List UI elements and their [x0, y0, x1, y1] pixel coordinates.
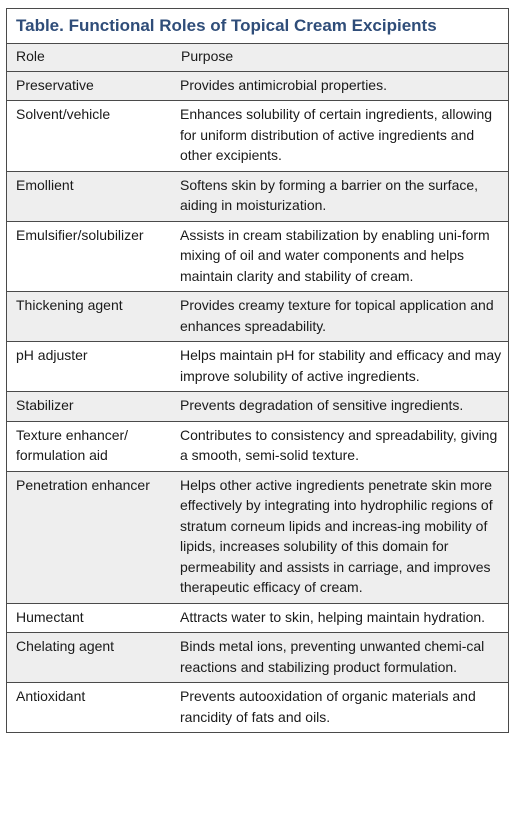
header-row	[7, 44, 508, 71]
row-purpose: Enhances solubility of certain ingredients, allowing for uniform distribution of active ingredients and other excipients.	[172, 101, 508, 172]
table-row	[7, 292, 508, 342]
table-row	[7, 392, 508, 422]
table-row	[7, 171, 508, 221]
row-role: Solvent/vehicle	[7, 101, 172, 172]
row-purpose: Softens skin by forming a barrier on the surface, aiding in moisturization.	[172, 171, 508, 221]
row-purpose: Provides antimicrobial properties.	[172, 71, 508, 101]
table-row	[7, 603, 508, 633]
row-role: Emollient	[7, 171, 172, 221]
row-purpose: Assists in cream stabilization by enabling uni-form mixing of oil and water components and helps maintain clarity and stability of cream.	[172, 221, 508, 292]
table-row	[7, 683, 508, 733]
column-header-role: Role	[7, 44, 172, 71]
table-row	[7, 101, 508, 172]
excipient-table	[7, 44, 508, 732]
table-row	[7, 421, 508, 471]
row-purpose: Prevents degradation of sensitive ingredients.	[172, 392, 508, 422]
row-purpose: Attracts water to skin, helping maintain hydration.	[172, 603, 508, 633]
row-purpose: Helps maintain pH for stability and efficacy and may improve solubility of active ingredients.	[172, 342, 508, 392]
row-purpose: Contributes to consistency and spreadability, giving a smooth, semi-solid texture.	[172, 421, 508, 471]
table-frame	[6, 8, 509, 733]
row-role: Antioxidant	[16, 688, 86, 704]
row-purpose: Helps other active ingredients penetrate skin more effectively by integrating into hydrophilic regions of stratum corneum lipids and increas-ing mobility of lipids, increases solubility of this domain for permeability and assists in carriage, and improves therapeutic efficacy of cream.	[172, 471, 508, 603]
table-row	[7, 471, 508, 603]
table-row	[7, 71, 508, 101]
row-role: Humectant	[7, 603, 172, 633]
row-role: Chelating agent	[7, 633, 172, 683]
row-role: pH adjuster	[7, 342, 172, 392]
row-role: Penetration enhancer	[7, 471, 172, 603]
column-header-purpose: Purpose	[172, 44, 508, 71]
table-row	[7, 342, 508, 392]
row-role: Thickening agent	[7, 292, 172, 342]
row-purpose: Provides creamy texture for topical application and enhances spreadability.	[172, 292, 508, 342]
row-role: Emulsifier/solubilizer	[7, 221, 172, 292]
row-role: Texture enhancer/ formulation aid	[7, 421, 172, 471]
row-role: Preservative	[7, 71, 172, 101]
table-row	[7, 633, 508, 683]
table-row	[7, 221, 508, 292]
table-title: Table. Functional Roles of Topical Cream Excipients	[7, 9, 508, 44]
row-role: Stabilizer	[7, 392, 172, 422]
row-purpose: Binds metal ions, preventing unwanted chemi-cal reactions and stabilizing product formulation.	[172, 633, 508, 683]
row-purpose: Prevents autooxidation of organic materials and rancidity of fats and oils.	[180, 688, 476, 725]
